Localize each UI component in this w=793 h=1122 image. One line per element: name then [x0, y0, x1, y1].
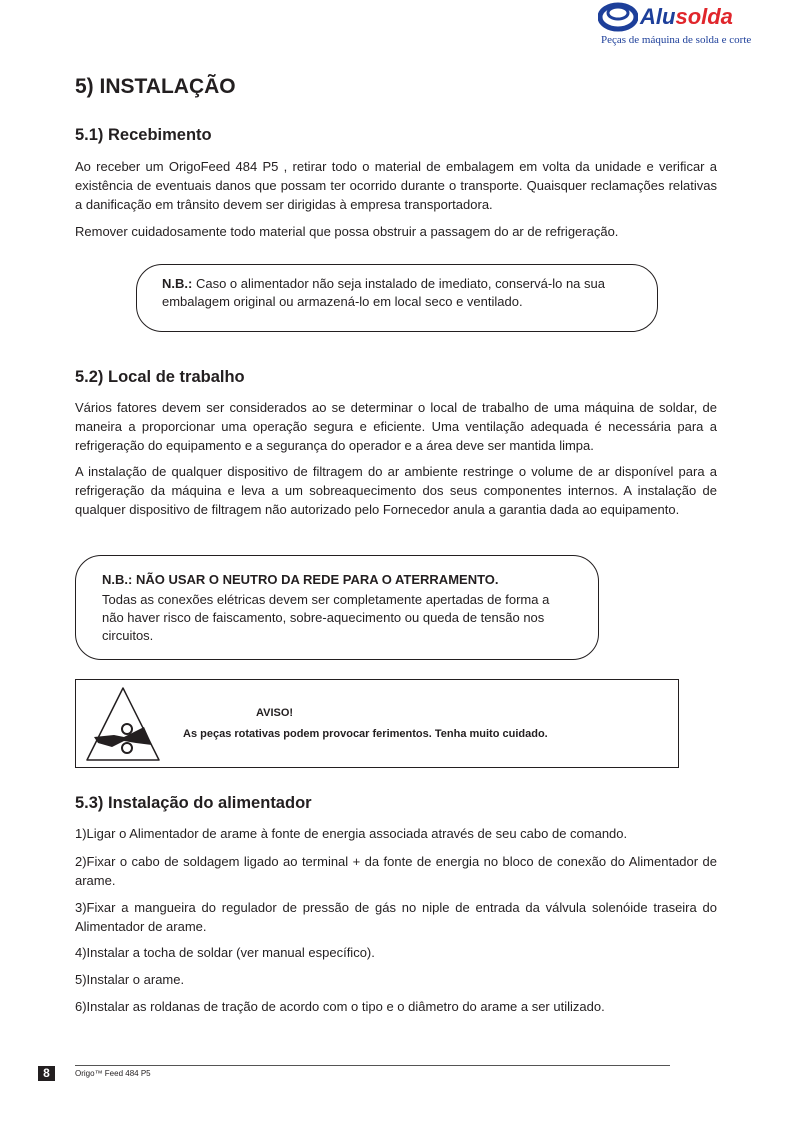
page-number: 8: [38, 1066, 55, 1081]
section-heading-recebimento: 5.1) Recebimento: [75, 126, 212, 144]
warning-text: As peças rotativas podem provocar ferimentos. Tenha muito cuidado.: [183, 728, 548, 740]
paragraph: Remover cuidadosamente todo material que possa obstruir a passagem do ar de refrigeração.: [75, 224, 619, 239]
warning-box: [75, 679, 679, 768]
section-heading-instalacao: 5.3) Instalação do alimentador: [75, 794, 312, 812]
list-item: 3)Fixar a mangueira do regulador de pressão de gás no niple de entrada da válvula solenóide traseira do Alimentador de arame.: [75, 900, 717, 934]
warning-title: AVISO!: [256, 707, 294, 719]
list-item: 4)Instalar a tocha de soldar (ver manual específico).: [75, 945, 375, 960]
alusolda-logo: [598, 2, 752, 52]
section-heading-local-de-trabalho: 5.2) Local de trabalho: [75, 368, 245, 386]
paragraph: Vários fatores devem ser considerados ao se determinar o local de trabalho de uma máquina de soldar, de maneira a proporcionar uma operação segura e eficiente. Uma ventilação adequada é necessária para a refrigeração do equipamento e a segurança do operador e a área deve ser mantida limpa.: [75, 400, 717, 453]
logo-tagline: Peças de máquina de solda e corte: [601, 34, 752, 46]
page-title: 5) INSTALAÇÃO: [75, 75, 236, 98]
paragraph: Ao receber um OrigoFeed 484 P5 , retirar todo o material de embalagem em volta da unidade e verificar a existência de eventuais danos que possam ter ocorrido durante o transporte. Quaisquer reclamações relativas a danificação em trânsito devem ser dirigidas à empresa transportadora.: [75, 159, 717, 212]
list-item: 2)Fixar o cabo de soldagem ligado ao terminal + da fonte de energia no bloco de conexão do Alimentador de arame.: [75, 854, 717, 888]
footer-product: Origo™ Feed 484 P5: [75, 1069, 151, 1078]
note-label: N.B.:: [162, 276, 193, 291]
paragraph: A instalação de qualquer dispositivo de filtragem do ar ambiente restringe o volume de ar disponível para a refrigeração da máquina e leva a um sobreaquecimento dos seus componentes internos. A instalação de qualquer dispositivo de filtragem não autorizado pelo Fornecedor anula a garantia dada ao equipamento.: [75, 464, 717, 517]
list-item: 5)Instalar o arame.: [75, 972, 185, 987]
note-box: [136, 264, 658, 332]
rotating-parts-hazard-icon: [84, 685, 162, 763]
note-text: Caso o alimentador não seja instalado de imediato, conservá-lo na sua embalagem original ou armazená-lo em local seco e ventilado.: [162, 276, 605, 309]
footer-divider: [75, 1065, 670, 1066]
list-item: 1)Ligar o Alimentador de arame à fonte de energia associada através de seu cabo de comando.: [75, 826, 628, 841]
list-item: 6)Instalar as roldanas de tração de acordo com o tipo e o diâmetro do arame a ser utilizado.: [75, 999, 605, 1014]
note-box-grounding: [75, 555, 599, 660]
logo-brand: Alusolda: [640, 4, 733, 29]
note-title: N.B.: NÃO USAR O NEUTRO DA REDE PARA O ATERRAMENTO.: [102, 572, 499, 587]
note-text: Todas as conexões elétricas devem ser completamente apertadas de forma a não haver risco de faiscamento, sobre-aquecimento ou queda de tensão nos circuitos.: [102, 592, 550, 643]
logo-swirl-icon: [598, 2, 638, 32]
